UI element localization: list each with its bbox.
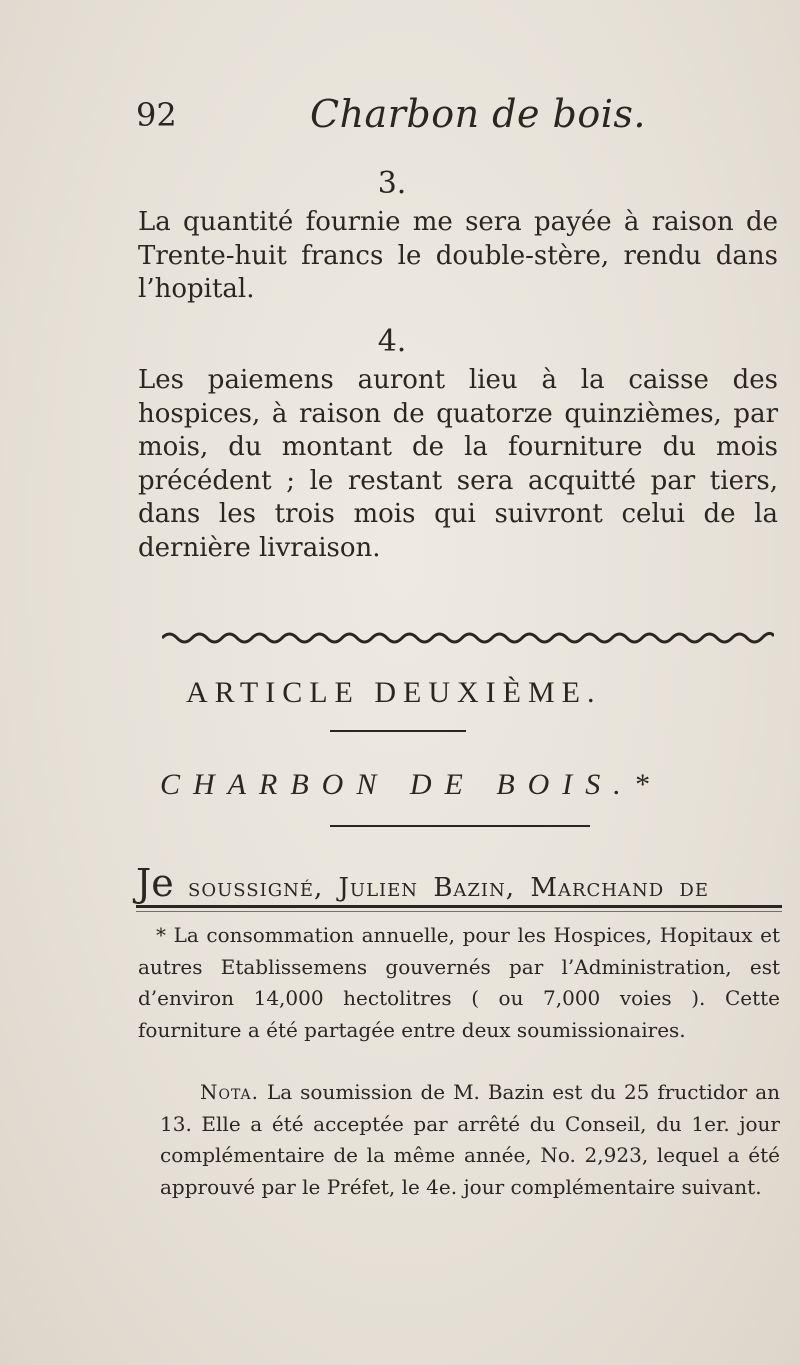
opening-line [136, 861, 709, 905]
running-title: Charbon de bois. [310, 92, 646, 136]
article-title: ARTICLE DEUXIÈME. [186, 676, 602, 709]
footnote-rule-thin [136, 911, 782, 912]
footnote-rule [136, 905, 782, 908]
footnote-main: * La consommation annuelle, pour les Hospices, Hopitaux et autres Etablissemens gouvernés par l’Administration, est d’environ 14,000 hectolitres ( ou 7,000 voies ). Cette fourniture a été partagée entre deux soumissionaires. [138, 923, 780, 1042]
section-number-4: 4. [377, 324, 407, 359]
section-number-3: 3. [377, 166, 407, 201]
opening-text: soussigné, Julien Bazin, Marchand de [188, 873, 709, 903]
footnote-nota [160, 1077, 780, 1203]
drop-word: Je [136, 861, 174, 905]
section-3-paragraph: La quantité fournie me sera payée à raison de Trente-huit francs le double-stère, rendu dans l’hopital. [138, 207, 778, 304]
nota-text: La soumission de M. Bazin est du 25 fructidor an 13. Elle a été acceptée par arrêté du Conseil, du 1er. jour complémentaire de la même année, No. 2,923, lequel a été approuvé par le Préfet, le 4e. jour complémentaire suivant. [160, 1080, 780, 1199]
subtitle-rule [330, 825, 590, 827]
page-number: 92 [136, 96, 177, 134]
ornamental-wave-divider [162, 628, 774, 644]
title-rule [330, 730, 466, 732]
section-4-paragraph: Les paiemens auront lieu à la caisse des hospices, à raison de quatorze quinzièmes, par mois, du montant de la fourniture du mois précédent ; le restant sera acquitté par tiers, dans les trois mois qui suivront celui de la dernière livraison. [138, 365, 778, 563]
article-subtitle: CHARBON DE BOIS.* [160, 768, 662, 801]
nota-label: Nota. [200, 1080, 260, 1104]
